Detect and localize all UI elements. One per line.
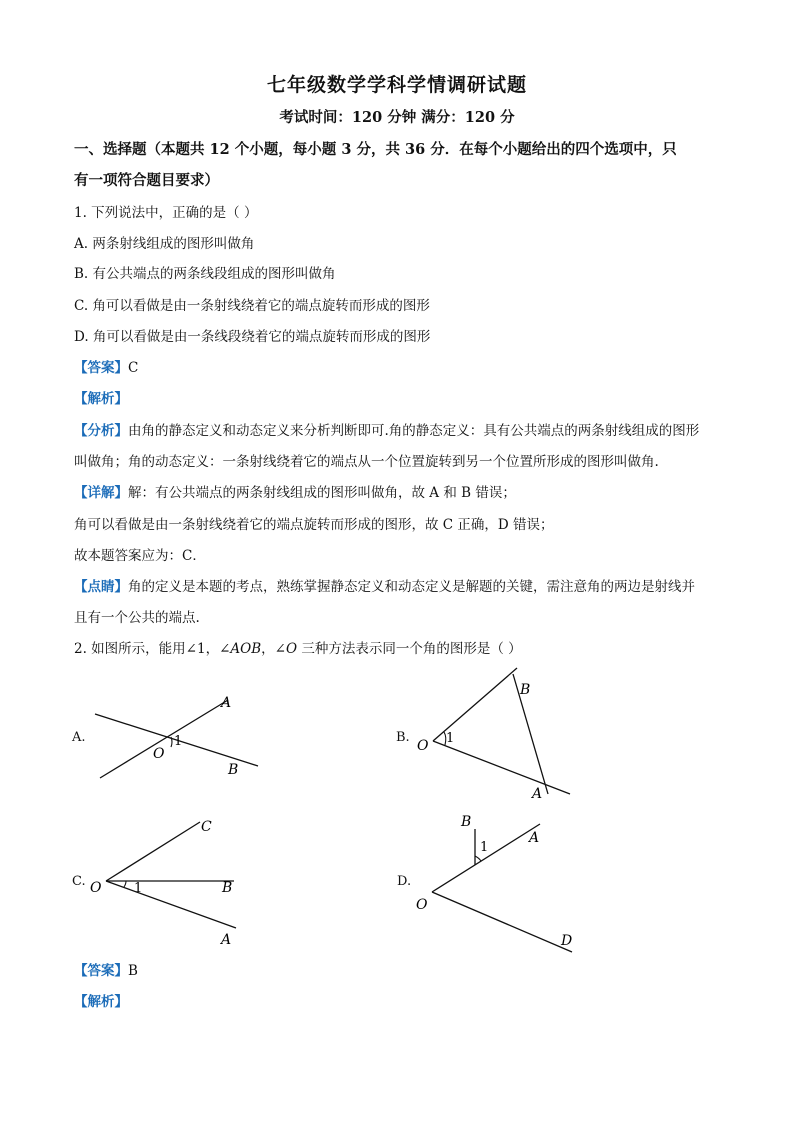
answer-tag: 【答案】	[74, 360, 128, 376]
figure-c-angle-1: 1	[134, 881, 143, 896]
figure-c-ray-oc	[106, 822, 200, 881]
q1-fenxi-line1	[74, 422, 724, 440]
q1-dianjing-line1	[74, 578, 724, 596]
q2-stem-post: 三种方法表示同一个角的图形是（ ）	[297, 641, 522, 657]
q1-option-d: D. 角可以看做是由一条线段绕着它的端点旋转而形成的图形	[74, 329, 431, 345]
figure-d	[412, 812, 592, 962]
q2-stem-mid: ，∠	[261, 641, 286, 657]
figure-c-point-c: C	[201, 819, 212, 835]
q1-answer	[74, 359, 724, 377]
figure-c-ray-oa	[106, 881, 236, 928]
q2-answer-tag: 【答案】	[74, 963, 128, 979]
fenxi-tag: 【分析】	[74, 423, 128, 439]
figure-d-point-d: D	[561, 933, 573, 949]
figure-c-point-a: A	[221, 932, 232, 948]
q1-stem: 1. 下列说法中，正确的是（ ）	[74, 205, 258, 221]
q1-xiangjie-line2: 角可以看做是由一条射线绕着它的端点旋转而形成的图形，故 C 正确，D 错误；	[74, 517, 554, 533]
figure-b-point-o: O	[417, 738, 429, 754]
q2-stem-aob: AOB	[230, 641, 262, 657]
fenxi-text-1: 由角的静态定义和动态定义来分析判断即可.角的静态定义：具有公共端点的两条射线组成的图形	[128, 423, 700, 439]
q1-option-b: B. 有公共端点的两条线段组成的图形叫做角	[74, 266, 336, 282]
analysis-tag: 【解析】	[74, 391, 128, 407]
figure-b-angle-1: 1	[446, 731, 455, 746]
figure-a-point-b: B	[228, 762, 239, 778]
figure-d-angle-arc	[475, 856, 481, 861]
figure-c-label: C.	[72, 874, 86, 889]
q2-stem-pre: 2. 如图所示，能用∠1，∠	[74, 641, 231, 657]
section-header-line2: 有一项符合题目要求）	[74, 172, 219, 189]
figure-b-point-a: A	[532, 786, 543, 802]
q2-answer	[74, 962, 724, 980]
q1-xiangjie-line3: 故本题答案应为：C．	[74, 548, 206, 564]
dianjing-text-1: 角的定义是本题的考点，熟练掌握静态定义和动态定义是解题的关键，需注意角的两边是射线并	[128, 579, 695, 595]
xiangjie-text-1: 解：有公共端点的两条射线组成的图形叫做角，故 A 和 B 错误；	[128, 485, 516, 501]
figure-a-label: A.	[72, 730, 86, 745]
figure-d-ray-oa	[432, 824, 540, 892]
figure-b-point-b: B	[520, 682, 531, 698]
figure-d-label: D.	[397, 874, 412, 889]
figure-c-point-b: B	[222, 880, 233, 896]
figure-d-point-a: A	[529, 830, 540, 846]
answer-value: C	[128, 360, 139, 376]
figure-d-angle-1: 1	[480, 840, 489, 855]
figure-c-point-o: O	[90, 880, 102, 896]
q2-analysis	[74, 993, 724, 1011]
q1-xiangjie-line1	[74, 484, 724, 502]
exam-info: 考试时间：120 分钟 满分：120 分	[279, 109, 515, 126]
figure-a	[80, 690, 280, 790]
q1-fenxi-line2: 叫做角；角的动态定义：一条射线绕着它的端点从一个位置旋转到另一个位置所形成的图形叫做角.	[74, 454, 659, 470]
q1-option-c: C. 角可以看做是由一条射线绕着它的端点旋转而形成的图形	[74, 298, 430, 314]
figure-d-ray-od	[432, 892, 572, 952]
q1-dianjing-line2: 且有一个公共的端点.	[74, 610, 200, 626]
figure-d-point-b: B	[461, 814, 472, 830]
q2-analysis-tag: 【解析】	[74, 994, 128, 1010]
q1-option-a: A. 两条射线组成的图形叫做角	[74, 236, 255, 252]
figure-a-line-oa	[100, 700, 228, 778]
paper-title: 七年级数学学科学情调研试题	[266, 74, 527, 96]
q2-stem	[74, 640, 724, 658]
figure-b-ray-oa	[433, 741, 570, 794]
xiangjie-tag: 【详解】	[74, 485, 128, 501]
figure-c-angle-arc	[124, 881, 126, 887]
figure-a-angle-1: 1	[174, 734, 183, 749]
figure-c	[88, 810, 248, 950]
figure-b-label: B.	[396, 730, 410, 745]
figure-a-angle-arc	[171, 737, 172, 747]
dianjing-tag: 【点睛】	[74, 579, 128, 595]
figure-b-line-ab	[513, 674, 548, 794]
figure-a-point-o: O	[153, 746, 165, 762]
section-header-line1: 一、选择题（本题共 12 个小题，每小题 3 分，共 36 分．在每个小题给出的四个选项中，只	[74, 141, 677, 158]
figure-b	[410, 668, 590, 808]
q2-stem-o: O	[285, 641, 298, 657]
q1-analysis	[74, 390, 724, 408]
figure-d-point-o: O	[416, 897, 428, 913]
figure-a-point-a: A	[221, 695, 232, 711]
q2-answer-value: B	[128, 963, 138, 979]
